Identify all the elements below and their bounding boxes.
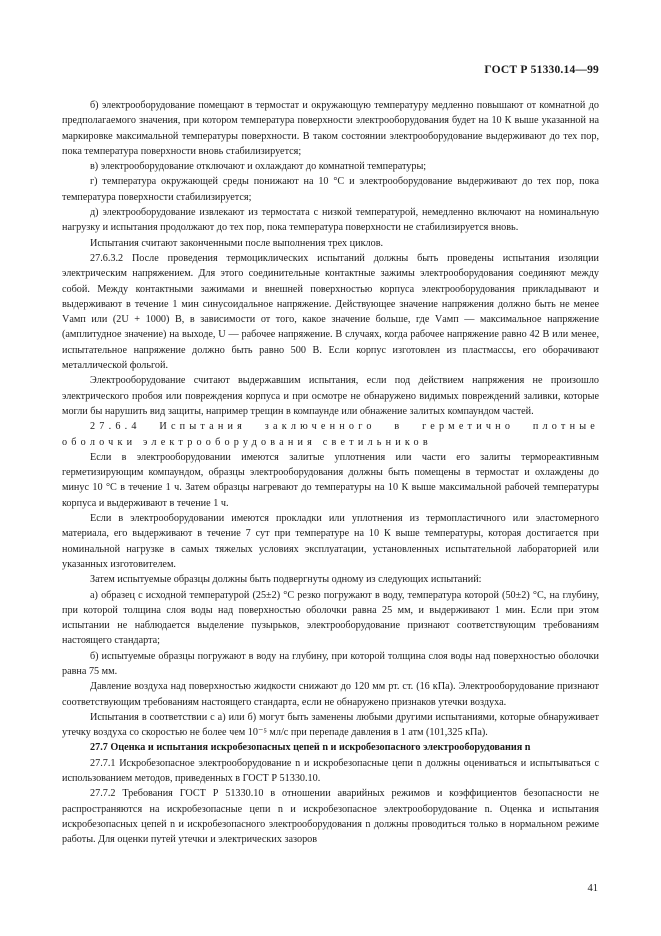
paragraph-gaskets: Если в электрооборудовании имеются прокладки или уплотнения из термопластичного или эластомерного материала, его выдерживают в течение 7 сут при температуре на 10 К выше температуры, которая достигается при номинальной нагрузке в самых тяжелых условиях эксплуатации, установленных испытательной лабораторией или указанных изготовителем. — [62, 513, 599, 570]
paragraph-27-6-3-2: 27.6.3.2 После проведения термоциклических испытаний должны быть проведены испытания изоляции электрическим напряжением. Для этого соединительные контактные зажимы электрооборудования соединяют между собой. Между контактными зажимами и внешней поверхностью корпуса электрооборудования прикладывают и выдерживают в течение 1 мин синусоидальное напряжение. Действующее значение напряжения должно быть не менее Vамп или (2U + 1000) В, в зависимости от того, какое значение больше, где Vамп — максимальное напряжение (амплитудное значение) на выходе, U — рабочее напряжение. В случаях, когда рабочее напряжение равно 42 В или менее, испытательное напряжение должно быть равно 500 В. Если корпус изготовлен из пластмассы, его оборачивают металлической фольгой. — [62, 252, 599, 372]
document-body — [62, 98, 599, 848]
paragraph-test-options: Затем испытуемые образцы должны быть подвергнуты одному из следующих испытаний: — [90, 574, 482, 586]
page-header-standard-number: ГОСТ Р 51330.14—99 — [484, 64, 599, 76]
paragraph-three-cycles: Испытания считают законченными после выполнения трех циклов. — [90, 237, 384, 249]
paragraph-d-remove-thermostat: д) электрооборудование извлекают из термостата с низкой температурой, немедленно включают на номинальную нагрузку и испытания продолжают до тех пор, пока температура поверхности не стабилизируется вновь. — [62, 207, 599, 234]
paragraph-27-7-1: 27.7.1 Искробезопасное электрооборудование n и искробезопасные цепи n должны оцениваться и испытываться с использованием методов, приведенных в ГОСТ Р 51330.10. — [62, 757, 599, 785]
paragraph-v-cooling: в) электрооборудование отключают и охлаждают до комнатной температуры; — [90, 161, 427, 173]
paragraph-a-immersion: а) образец с исходной температурой (25±2) °С резко погружают в воду, температура которой (50±2) °С, на глубину, при которой толщина слоя воды над поверхностью оболочки равна 25 мм, и выдерживают 1 мин. Если при этом испытании не наблюдается выделение пузырьков, электрооборудование признают соответствующим требованиям настоящего стандарта; — [62, 589, 599, 647]
paragraph-g-lower-temperature: г) температура окружающей среды понижают на 10 °С и электрооборудование выдерживают до тех пор, пока температура поверхности стабилизируется; — [62, 176, 599, 203]
paragraph-air-pressure: Давление воздуха над поверхностью жидкости снижают до 120 мм рт. ст. (16 кПа). Электрооборудование признают соответствующим требованиям настоящего стандарта, если не обнаружено признаков утечки воздуха. — [62, 681, 599, 708]
page-number: 41 — [587, 883, 598, 894]
section-heading-27-7: 27.7 Оценка и испытания искробезопасных цепей n и искробезопасного электрооборудования n — [90, 742, 531, 754]
paragraph-b-depth: б) испытуемые образцы погружают в воду на глубину, при которой толщина слоя воды над поверхностью оболочки равна 75 мм. — [62, 650, 599, 677]
section-heading-27-6-4: 27.6.4 Испытания заключенного в герметично плотные оболочки электрооборудования светильников — [62, 421, 599, 448]
paragraph-27-7-2: 27.7.2 Требования ГОСТ Р 51330.10 в отношении аварийных режимов и коэффициентов безопасности не распространяются на искробезопасные цепи n и искробезопасное электрооборудование n. Оценка и испытания искробезопасных цепей n и искробезопасного электрооборудования n должны проводиться только в нормальном режиме работы. Для оценки путей утечки и электрических зазоров — [62, 788, 599, 846]
paragraph-b-thermostat: б) электрооборудование помещают в термостат и окружающую температуру медленно повышают от комнатной до предполагаемого значения, при котором температура поверхности электрооборудования будет на 10 К выше указанной на маркировке максимальной температуры поверхности. В таком состоянии электрооборудование выдерживают до тех пор, пока температура поверхности вновь стабилизируется; — [62, 100, 599, 157]
paragraph-sealed-compound: Если в электрооборудовании имеются залитые уплотнения или части его залиты термореактивным герметизирующим компаундом, образцы электрооборудования должны быть помещены в термостат и охлаждены до минус 10 °С в течение 1 ч. Затем образцы нагревают до температуры на 10 К выше максимальной рабочей температуры корпуса и выдерживают в течение 1 ч. — [62, 451, 599, 509]
paragraph-alternative-tests: Испытания в соответствии с а) или б) могут быть заменены любыми другими испытаниями, которые обнаруживает утечку воздуха со скоростью не более чем 10⁻⁵ мл/с при перепаде давления в 1 атм (101,325 кПа). — [62, 711, 599, 739]
paragraph-passed-test: Электрооборудование считают выдержавшим испытания, если под действием напряжения не произошло электрического пробоя или повреждения корпуса и при осмотре не обнаружено видимых повреждений заливки, которые могли бы нарушить вид защиты, например трещин в компаунде или обнажение залитых компаундом частей. — [62, 375, 599, 417]
